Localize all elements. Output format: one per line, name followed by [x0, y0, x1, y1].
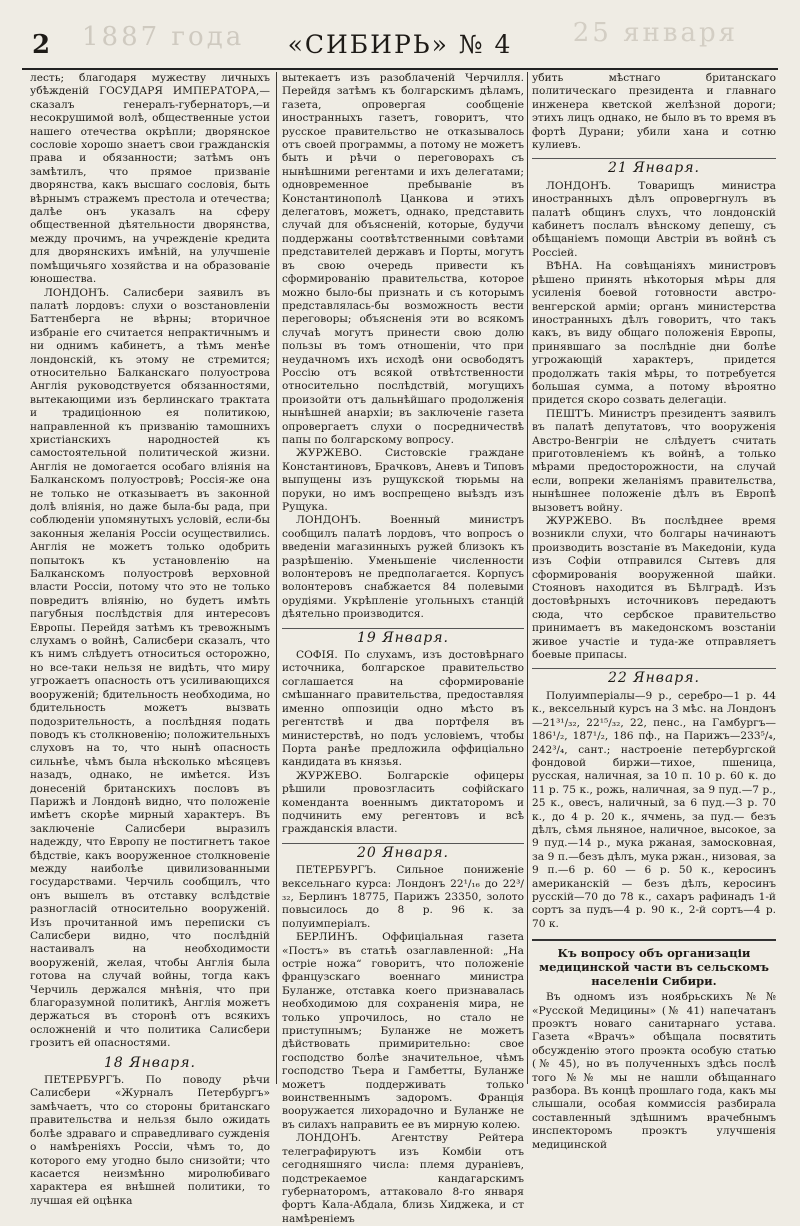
article-paragraph: ЖУРЖЕВО. Въ послѣднее время возникли слухи, что болгары начинаютъ производить возстаніе въ Македоніи, куда изъ Софіи отправился Сытевъ для сформированія вооруженной шайки. Стояновъ находится въ Бѣлградѣ. Изъ достовѣрныхъ источниковъ передаютъ сюда, что сербское правительство принимаетъ въ македонскомъ возстаніи живое участіе и туда-же отправляетъ боевые припасы.: [532, 515, 776, 662]
column-rule-2: [527, 72, 528, 1084]
article-paragraph: Въ одномъ изъ ноябрьскихъ №№ «Русской Медицины» (№ 41) напечатанъ проэктъ новаго санитарнаго устава. Газета «Врачъ» обѣщала посвятить обсужденію этого проэкта особую статью (№ 45), но въ полученныхъ здѣсь послѣ того №№ мы не нашли обѣщаннаго разбора. Въ концѣ прошлаго года, какъ мы слышали, особая коммиссія разбирала составленный здѣшнимъ врачебнымъ инспекторомъ проэктъ улучшенія медицинской: [532, 991, 776, 1151]
column-3: [532, 72, 776, 1151]
article-paragraph: ЛОНДОНЪ. Военный министръ сообщилъ палатѣ лордовъ, что вопросъ о введеніи магазинныхъ ружей близокъ къ разрѣшенію. Уменьшеніе численности волонтеровъ не предполагается. Корпусъ волонтеровъ снабжается 84 полевыми орудіями. Укрѣпленіе угольныхъ станцій дѣятельно производится.: [282, 514, 524, 621]
date-heading: 21 Января.: [532, 158, 776, 175]
date-heading: 18 Января.: [104, 1054, 196, 1071]
article-paragraph: ПЕТЕРБУРГЪ. Сильное пониженіе вексельнаго курса: Лондонъ 22¹/₁₆ до 22³/₃₂, Берлинъ 18775, Парижъ 23350, золото повысилось до 8 р. 96 к. за полуимперіалъ.: [282, 864, 524, 930]
market-report: Полуимперіалы—9 р., серебро—1 р. 44 к., вексельный курсъ на 3 мѣс. на Лондонъ—21³¹/₃₂, 22¹⁵/₃₂, 22, пенс., на Гамбургъ—186¹/₂, 187¹/₂, 186 пф., на Парижъ—233⁵/₄, 242³/₄, сант.; настроеніе петербургской фондовой биржи—тихое, пшеница, русская, наличная, за 10 п. 10 р. 60 к. до 11 р. 75 к., рожь, наличная, за 9 пуд.—7 р., 25 к., овесъ, наличный, за 6 пуд.—3 р. 70 к., до 4 р. 20 к., ячмень, за пуд.— безъ дѣлъ, сѣмя льняное, наличное, высокое, за 9 пуд.—14 р., мука ржаная, замосковная, за 9 п.—безъ дѣлъ, мука ржан., низовая, за 9 п.—6 р. 60 — 6 р. 50 к., керосинъ американскій — безъ дѣлъ, керосинъ русскій—70 до 78 к., сахаръ рафинадъ 1-й сортъ за пудъ—4 р. 90 к., 2-й сортъ—4 р. 70 к.: [532, 689, 776, 930]
article-paragraph: убить мѣстнаго британскаго политическаго президента и главнаго инженера кветской желѣзной дороги; этихъ лицъ однако, не было въ то время въ фортѣ Дурани; убили хана и сотню кулиевъ.: [532, 72, 776, 152]
article-paragraph: ПЕТЕРБУРГЪ. По поводу рѣчи Салисбери «Журналъ Петербургъ» замѣчаетъ, что со стороны британскаго правительства и нельзя было ожидать болѣе здраваго и справедливаго сужденія о намѣреніяхъ Россіи, чѣмъ то, до которого ему угодно было снизойти; что касается неизмѣнно миролюбиваго характера ея внѣшней политики, то лучшая ей оцѣнка: [30, 1074, 270, 1207]
date-heading: 19 Января.: [282, 628, 524, 645]
article-paragraph: ЖУРЖЕВО. Систовскіе граждане Константиновъ, Брачковъ, Аневъ и Типовъ выпущены изъ рущукской тюрьмы на поруки, но имъ воспрещено выѣздъ изъ Рущука.: [282, 447, 524, 513]
date-heading: 20 Января.: [282, 843, 524, 860]
article-paragraph: ЛОНДОНЪ. Товарищъ министра иностранныхъ дѣлъ опровергнулъ въ палатѣ общинъ слухъ, что лондонскій кабинетъ послалъ вѣнскому депешу, съ обѣщаніемъ помощи Австріи въ войнѣ съ Россіей.: [532, 179, 776, 259]
bleed-through-text-left: 1887 года: [82, 22, 245, 52]
masthead-title: «СИБИРЬ» № 4: [287, 30, 513, 59]
article-paragraph: лесть; благодаря мужеству личныхъ убѣжденій ГОСУДАРЯ ИМПЕРАТОРА,—сказалъ генералъ-губернаторъ,—и несокрушимой волѣ, общественные устои нашего отечества окрѣпли; дворянское сословіе хорошо знаетъ свои гражданскія права и обязанности; затѣмъ онъ замѣтилъ, что прямое призваніе дворянства, какъ высшаго сословія, быть вѣрнымъ стражемъ престола и отечества; далѣе онъ указалъ на сферу общественной дѣятельности дворянства, между прочимъ, на учрежденіе кредита для дворянскихъ имѣній, на улучшеніе помѣщичьяго хозяйства и на образованіе юношества.: [30, 72, 270, 286]
column-1: [30, 72, 270, 1207]
page-number: 2: [32, 30, 51, 60]
column-2: [282, 72, 524, 1225]
article-paragraph: ЛОНДОНЪ. Салисбери заявилъ въ палатѣ лордовъ: слухи о возстановленіи Баттенберга не вѣрны; вторичное избраніе его считается непрактичнымъ и ни однимъ кабинетъ, а тѣмъ менѣе лондонскій, къ этому не стремится; относительно Балканскаго полуострова Англія руководствуется обязанностями, вытекающими изъ берлинскаго трактата и традиціонною ея политикою, направленной къ призванію тамошнихъ христіанскихъ народностей къ самостоятельной политической жизни. Англія не домогается особаго вліянія на Балканскомъ полуостровѣ; Россія-же она не только не отказываетъ въ законной долѣ вліянія, но даже была-бы рада, при соблюденіи упомянутыхъ условій, если-бы законныя желанія Россіи осуществились. Англія не можетъ только одобрить попытокъ къ установленію на Балканскомъ полуостровѣ верховной власти Россіи, потому что это не только повредитъ вліянію, но будетъ имѣть пагубныя послѣдствія для интересовъ Европы. Перейдя затѣмъ къ тревожнымъ слухамъ о войнѣ, Салисбери сказалъ, что къ нимъ слѣдуетъ относиться осторожно, но все-таки нельзя не видѣть, что миру угрожаетъ опасность отъ усиливающихся вооруженій; бдительность необходима, но бдительность можетъ вызвать подозрительность, а послѣдняя подать поводъ къ столкновенію; положительныхъ слуховъ на то, что нынѣ опасность сильнѣе, чѣмъ была нѣсколько мѣсяцевъ назадъ, однако, не имѣется. Изъ донесеній британскихъ пословъ въ Парижѣ и Лондонѣ видно, что положеніе имѣетъ скорѣе мирный характеръ. Въ заключеніе Салисбери выразилъ надежду, что Европу не постигнетъ такое бѣдствіе, какъ вооруженное столкновеніе между наиболѣе цивилизованными государствами. Черчиль сообщилъ, что онъ вышелъ въ отставку вслѣдствіе разногласій относительно вооруженій. Изъ прочитанной имъ переписки съ Салисбери видно, что послѣдній настаивалъ на необходимости вооруженій, желая, чтобы Англія была готова на случай войны, тогда какъ Черчиль держался мнѣнія, что при благоразумной политикѣ, Англія можетъ держаться въ сторонѣ отъ всякихъ осложненій и что политика Салисбери грозитъ ей опасностями.: [30, 286, 270, 1050]
article-paragraph: ВѢНА. На совѣщаніяхъ министровъ рѣшено принять нѣкоторыя мѣры для усиленія боевой готовности австро-венгерской арміи; органъ министерства иностранныхъ дѣлъ говоритъ, что такъ какъ, въ виду общаго положенія Европы, принявшаго за послѣдніе дни болѣе угрожающій характеръ, придется продолжать такія мѣры, то потребуется большая сумма, а потому вѣроятно придется скоро созвать делегаціи.: [532, 260, 776, 407]
article-paragraph: ПЕШТЪ. Министръ президентъ заявилъ въ палатѣ депутатовъ, что вооруженія Австро-Венгріи не слѣдуетъ считать приготовленіемъ къ войнѣ, а только мѣрами предосторожности, на случай если, вопреки желаніямъ правительства, нынѣшнее положеніе дѣлъ въ Европѣ вызоветъ войну.: [532, 407, 776, 514]
page-header: [22, 18, 778, 70]
section-title: Къ вопросу объ организаціи медицинской части въ сельскомъ населеніи Сибири.: [532, 939, 776, 988]
article-paragraph: ЛОНДОНЪ. Агентству Рейтера телеграфируютъ изъ Комбіи отъ сегодняшняго числа: племя дураніевъ, подстрекаемое кандагарскимъ губернаторомъ, аттаковало 8-го января фортъ Кала-Абдала, близь Хиджека, и ст намѣреніемъ: [282, 1132, 524, 1225]
column-rule-1: [276, 72, 277, 1084]
article-paragraph: ЖУРЖЕВО. Болгарскіе офицеры рѣшили провозгласить софійскаго коменданта военнымъ диктаторомъ и подчинить ему регентовъ и всѣ гражданскія власти.: [282, 769, 524, 836]
bleed-through-text-right: 25 января: [572, 18, 738, 48]
article-paragraph: БЕРЛИНЪ. Оффиціальная газета «Постъ» въ статьѣ озаглавленной: „На острiе ножа“ говоритъ, что положеніе французскаго военнаго министра Буланже, отставка коего признавалась необходимою для сохраненія мира, не только упрочилось, но стало не приступнымъ; Буланже не можетъ дѣйствовать примирительно: свое господство болѣе значительное, чѣмъ господство Тьера и Гамбетты, Буланже можетъ поддерживать только воинственнымъ задоромъ. Франція вооружается лихорадочно и Буланже не въ силахъ направить ее въ мирную колею.: [282, 931, 524, 1131]
date-heading: 22 Января.: [532, 668, 776, 685]
article-paragraph: СОФІЯ. По слухамъ, изъ достовѣрнаго источника, болгарское правительство соглашается на сформированіе смѣшаннаго правительства, предоставляя именно оппозиціи одно мѣсто въ регентствѣ и два портфеля въ министерствѣ, но подъ условіемъ, чтобы Порта ранѣе предложила оффиціально кандидата въ князья.: [282, 649, 524, 769]
article-paragraph: вытекаетъ изъ разоблаченій Черчилля. Перейдя затѣмъ къ болгарскимъ дѣламъ, газета, опровергая сообщеніе иностранныхъ газетъ, говоритъ, что русское правительство не отказывалось отъ своей программы, а потому не можетъ быть и рѣчи о переговорахъ съ нынѣшними регентами и ихъ делегатами; одновременное пребываніе въ Константинополѣ Цанкова и этихъ делегатовъ, можетъ, однако, представить случай для объясненій, которые, будучи поддержаны соотвѣтственными совѣтами представителей державъ и Порты, могутъ въ свою очередь привести къ сформированію правительства, которое можно было-бы признать и съ которымъ представлялась-бы возможность вести переговоры; объясненія эти во всякомъ случаѣ могутъ принести свою долю пользы въ томъ отношеніи, что при неудачномъ ихъ исходѣ они освободятъ Россію отъ всякой отвѣтственности относительно послѣдствій, могущихъ произойти отъ дальнѣйшаго продолженія нынѣшней анархіи; въ заключеніе газета опровергаетъ слухи о посредничествѣ папы по болгарскому вопросу.: [282, 72, 524, 446]
